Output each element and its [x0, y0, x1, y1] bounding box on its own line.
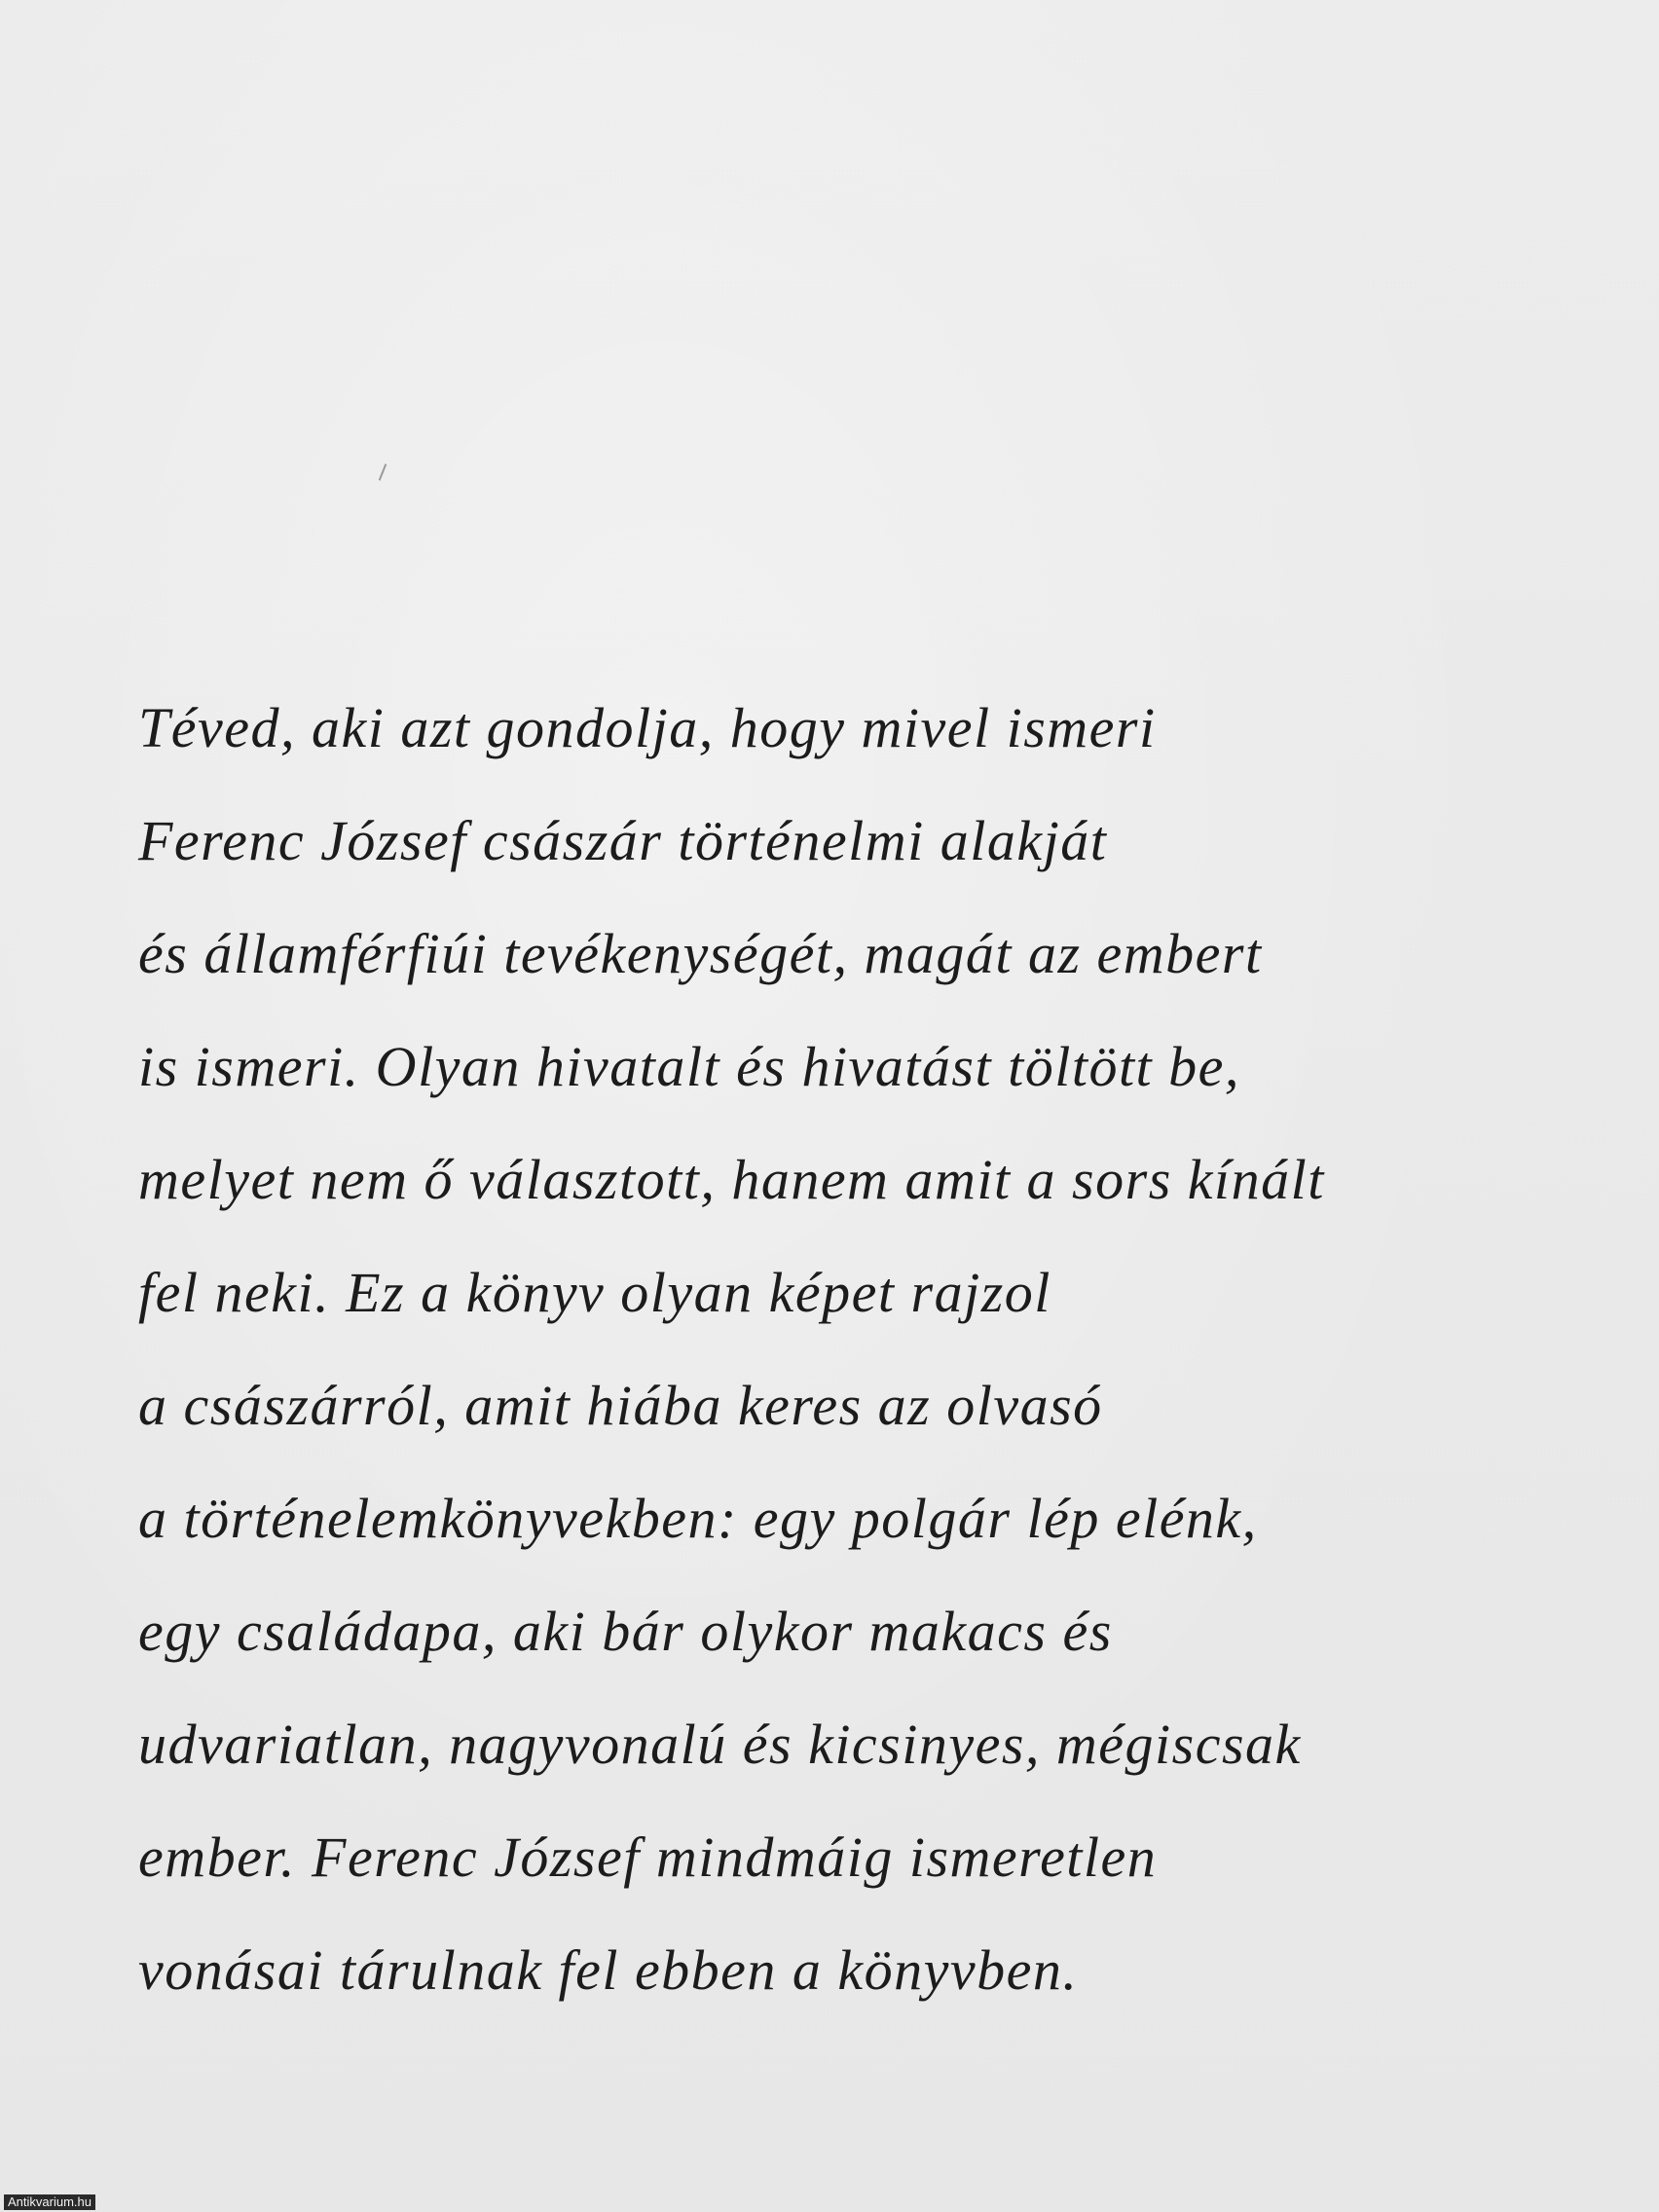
text-line: a történelemkönyvekben: egy polgár lép elénk, [138, 1487, 1258, 1550]
text-line: a császárról, amit hiába keres az olvasó [138, 1374, 1103, 1437]
pencil-mark [379, 463, 387, 480]
text-line: Ferenc József császár történelmi alakját [138, 809, 1108, 872]
text-line: ember. Ferenc József mindmáig ismeretlen [138, 1825, 1158, 1889]
text-line: és államférfiúi tevékenységét, magát az embert [138, 922, 1263, 985]
text-line: udvariatlan, nagyvonalú és kicsinyes, mégiscsak [138, 1713, 1302, 1776]
text-line: is ismeri. Olyan hivatalt és hivatást töltött be, [138, 1035, 1240, 1098]
watermark: Antikvarium.hu [4, 2194, 95, 2210]
text-line: vonásai tárulnak fel ebben a könyvben. [138, 1938, 1079, 2002]
blurb-text [138, 672, 1560, 2027]
text-line: egy családapa, aki bár olykor makacs és [138, 1600, 1113, 1663]
text-line: Téved, aki azt gondolja, hogy mivel ismeri [138, 696, 1157, 759]
text-line: melyet nem ő választott, hanem amit a sors kínált [138, 1148, 1325, 1211]
text-line: fel neki. Ez a könyv olyan képet rajzol [138, 1261, 1051, 1324]
